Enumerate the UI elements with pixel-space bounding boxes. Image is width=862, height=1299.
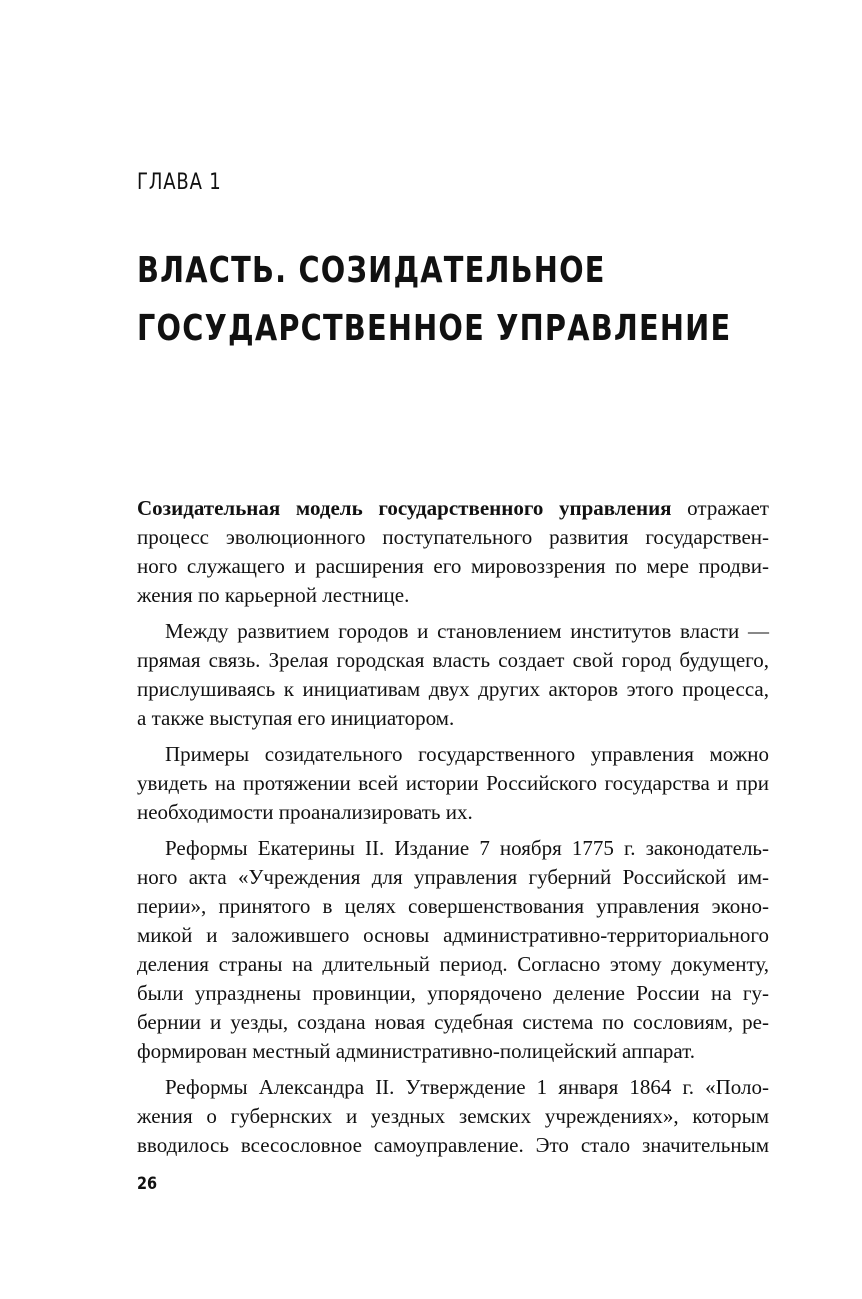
text-line: жения по карьерной лестнице. bbox=[137, 583, 410, 607]
text-line: Реформы Александра II. Утверждение 1 января 1864 г. «Поло- bbox=[165, 1075, 769, 1099]
text-line: бернии и уезды, создана новая судебная система по сословиям, ре- bbox=[137, 1010, 769, 1034]
chapter-title bbox=[137, 242, 731, 358]
text-run: отражает bbox=[671, 496, 769, 520]
paragraph bbox=[137, 834, 769, 1066]
text-line: жения о губернских и уездных земских учреждениях», которым bbox=[137, 1104, 769, 1128]
body-text bbox=[137, 494, 769, 1167]
page-number: 26 bbox=[137, 1174, 158, 1194]
text-line: Между развитием городов и становлением институтов власти — bbox=[165, 619, 769, 643]
text-line: формирован местный административно-полицейский аппарат. bbox=[137, 1039, 696, 1063]
text-line: прислушиваясь к инициативам двух других акторов этого процесса, bbox=[137, 677, 769, 701]
paragraph bbox=[137, 1073, 769, 1160]
chapter-title-line: ВЛАСТЬ. СОЗИДАТЕЛЬНОЕ bbox=[137, 250, 606, 291]
paragraph bbox=[137, 740, 769, 827]
text-line: ного служащего и расширения его мировоззрения по мере продви- bbox=[137, 554, 769, 578]
text-line: микой и заложившего основы административно-территориального bbox=[137, 923, 769, 947]
paragraph bbox=[137, 617, 769, 733]
text-line: а также выступая его инициатором. bbox=[137, 706, 455, 730]
text-line: необходимости проанализировать их. bbox=[137, 800, 473, 824]
text-line: прямая связь. Зрелая городская власть создает свой город будущего, bbox=[137, 648, 769, 672]
chapter-label: ГЛАВА 1 bbox=[137, 170, 222, 195]
text-line: увидеть на протяжении всей истории Российского государства и при bbox=[137, 771, 769, 795]
text-line: были упразднены провинции, упорядочено деление России на гу- bbox=[137, 981, 769, 1005]
text-line: Реформы Екатерины II. Издание 7 ноября 1775 г. законодатель- bbox=[165, 836, 769, 860]
lead-term: Созидательная модель государственного управления bbox=[137, 496, 672, 520]
text-line: деления страны на длительный период. Согласно этому документу, bbox=[137, 952, 769, 976]
text-line: ного акта «Учреждения для управления губерний Российской им- bbox=[137, 865, 769, 889]
text-line bbox=[137, 494, 769, 523]
text-line: процесс эволюционного поступательного развития государствен- bbox=[137, 525, 769, 549]
text-line: Примеры созидательного государственного управления можно bbox=[165, 742, 769, 766]
chapter-title-line: ГОСУДАРСТВЕННОЕ УПРАВЛЕНИЕ bbox=[137, 308, 732, 349]
text-line: перии», принятого в целях совершенствования управления эконо- bbox=[137, 894, 769, 918]
text-line: вводилось всесословное самоуправление. Это стало значительным bbox=[137, 1133, 769, 1157]
paragraph bbox=[137, 494, 769, 610]
